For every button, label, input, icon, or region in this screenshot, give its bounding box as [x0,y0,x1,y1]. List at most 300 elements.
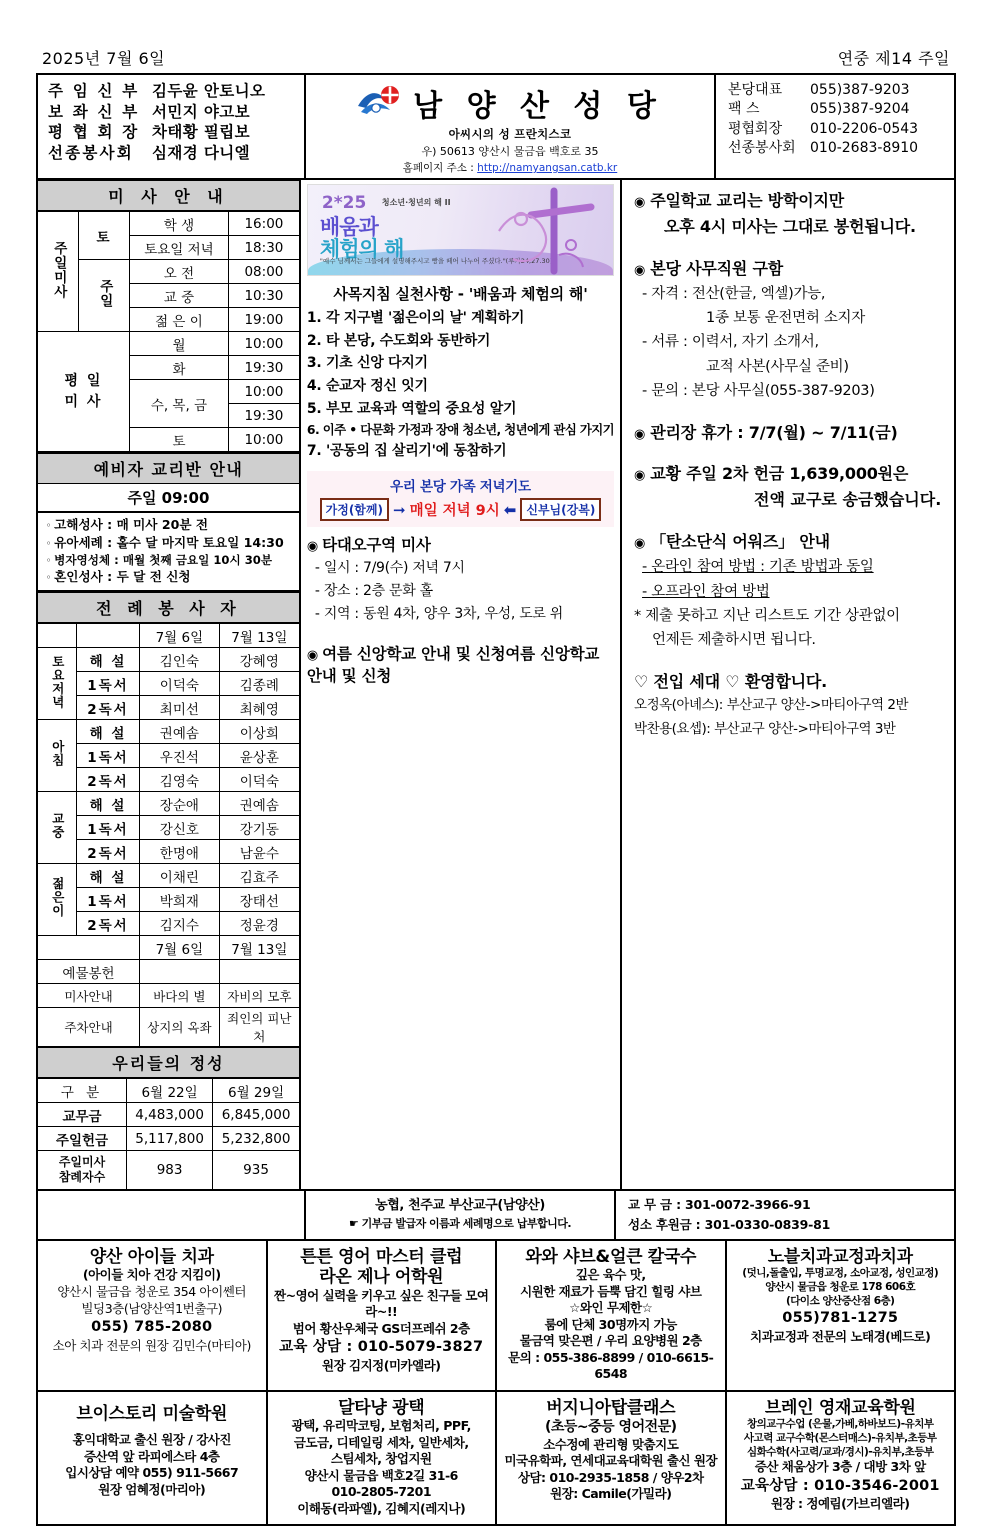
ad-line: ☆와인 무제한☆ [569,1300,653,1316]
mass-time: 19:30 [228,404,299,428]
ad-title: 양산 아이들 치과 [89,1247,214,1268]
server-name: 장태선 [219,888,299,912]
ad-line: 홍익대학교 출신 원장 / 강사진 [72,1432,231,1448]
servers-group: 토요저녁 [38,648,77,720]
bulletin-frame [36,73,956,1526]
contact-row [728,81,946,100]
staff-name: 심재경 다니엘 [152,143,251,162]
office-staff-item: 1종 보통 운전면허 소지자 [706,310,865,327]
staff-role: 선종봉사회 [48,143,134,162]
servers-group: 젊은이 [38,864,77,936]
offering-value: 983 [127,1151,213,1190]
contact-label: 팩 스 [728,101,760,118]
bank-account-numbers [616,1191,954,1239]
contact-row [728,100,946,119]
poster-line1: 배움과 [319,215,378,239]
ad-title: 튼튼 영어 마스터 클럽 [300,1247,463,1268]
homepage-label: 홈페이지 주소 : [402,162,478,174]
catechumen-title: 예비자 교리반 안내 [38,452,299,484]
table-row [38,212,299,236]
ad-line: 창의교구수업 (은물,가베,하바보드)-유치부 [746,1418,934,1431]
ad-card[interactable] [495,1392,725,1524]
table-row [38,912,299,936]
table-row [38,840,299,864]
contact-value: 055)387-9203 [810,82,910,98]
ad-line: 스팀세차, 창업지원 [330,1451,432,1467]
ad-line: 룸에 단체 30명까지 가능 [544,1316,677,1332]
servers-role: 2독서 [77,912,140,936]
right-column [622,180,954,1189]
ad-subtitle: (아이들 치아 건강 지킴이) [82,1267,221,1283]
ad-line: 시원한 재료가 듬뿍 담긴 힐링 샤브 [520,1283,702,1299]
sacrament-notes [38,513,299,592]
prayer-right-box: 신부님(강복) [520,498,601,521]
radio-bullet-icon: ◉ [634,536,646,552]
mass-schedule-title: 미 사 안 내 [38,180,299,211]
server-name: 김효주 [219,864,299,888]
ad-line: 사고력 교구수학(몬스터매스)-유치부,초등부 [743,1432,937,1444]
server-name: 최혜영 [219,696,299,720]
offering-value: 935 [213,1151,299,1190]
ad-line: 빌딩3층(남양산역1번출구) [81,1300,223,1316]
ad-phone: 교육상담 : 010-3546-2001 [740,1477,940,1494]
bank-account-vocation: 성소 후원금 : 301-0330-0839-81 [628,1217,831,1233]
catechumen-time: 주일 09:00 [38,484,299,513]
carbon-fast-heading: ◉ 「탄소단식 어워즈」 안내 [634,532,830,552]
mass-name: 학 생 [130,212,229,236]
server-name: 장순애 [140,792,220,816]
table-row [38,696,299,720]
ad-card[interactable] [38,1392,266,1524]
district-mass-block [307,533,614,626]
servers-group: 교중 [38,792,77,864]
caretaker-vacation-notice [634,420,944,446]
ad-subtitle: (초등~중등 영어전문) [544,1419,677,1436]
new-family-entry: 박찬용(요셉): 부산교구 양산->마티아구역 3반 [634,720,896,737]
sunday-school-notice [634,188,944,240]
servers-role: 미사안내 [38,984,140,1008]
carbon-fast-note: * 제출 못하고 지난 리스트도 기간 상관없이 [634,607,900,624]
server-name: 김영숙 [140,768,220,792]
staff-name: 서민지 야고보 [152,102,251,121]
staff-name: 차태황 필립보 [152,123,251,142]
contact-row [728,139,946,158]
church-patron: 아씨시의 성 프란치스코 [448,127,572,141]
office-staff-item: - 문의 : 본당 사무실(055-387-9203) [642,383,875,400]
new-families-heading: ♡ 전입 세대 ♡ 환영합니다. [634,671,827,691]
mass-time: 19:00 [228,308,299,332]
staff-row [48,102,296,123]
family-prayer-banner [307,471,614,527]
ad-footer: 치과교정과 전문의 노태경(베드로) [750,1328,931,1344]
ad-phone: 입시상담 예약 055) 911-5667 [65,1465,239,1481]
pope-collection-detail: 전액 교구로 송금했습니다. [754,490,942,510]
ad-title: 브이스토리 미술학원 [76,1403,228,1424]
mass-time: 10:30 [228,284,299,308]
mass-name: 오 전 [130,260,229,284]
offering-title: 우리들의 정성 [38,1047,299,1078]
server-name: 죄인의 피난처 [219,1008,299,1047]
mass-day-sun: 주일 [79,260,130,332]
server-name: 바다의 별 [140,984,220,1008]
staff-row [48,81,296,102]
poster-line2: 체험의 해 [319,237,404,261]
ad-title: 버지니아탑클래스 [546,1397,676,1418]
ad-title: 달타냥 광택 [338,1397,425,1418]
servers-role: 해 설 [77,648,140,672]
table-row [38,672,299,696]
server-name: 남윤수 [219,840,299,864]
server-name [140,960,220,984]
servers-role: 1독서 [77,888,140,912]
ad-card[interactable] [266,1392,496,1524]
prayer-left-box: 가정(함께) [320,498,389,521]
ad-line: 범어 황산우체국 GS더프레쉬 2층 [292,1320,470,1336]
office-staff-notice [634,256,944,404]
servers-role: 2독서 [77,840,140,864]
church-logo-icon [357,84,403,122]
table-row [38,1127,299,1151]
mass-name: 교 중 [130,284,229,308]
ad-phone: 055) 785-2080 [91,1319,213,1336]
offering-table [38,1078,299,1189]
table-row [38,624,299,648]
server-name: 강기동 [219,816,299,840]
server-name: 상지의 옥좌 [140,1008,220,1047]
servers-table [38,623,299,1047]
mass-name: 젊 은 이 [130,308,229,332]
mass-time: 10:00 [228,380,299,404]
bullet-icon: ◦ [46,538,52,548]
church-identity [306,75,716,178]
server-name: 우진석 [140,744,220,768]
mass-sunday-label: 주일미사 [38,212,79,332]
bank-info-row [38,1189,954,1239]
summer-school-heading: ◉ 여름 신앙학교 안내 및 신청여름 신앙학교 안내 및 신청 [306,644,600,685]
contact-row [728,120,946,139]
ad-card[interactable] [38,1241,266,1390]
staff-row [48,143,296,164]
mass-time: 10:00 [228,332,299,356]
server-name: 김지수 [140,912,220,936]
server-name: 권예솜 [140,720,220,744]
carbon-fast-notice [634,529,944,652]
body-columns [38,180,954,1189]
ad-row [38,1390,954,1524]
table-row [38,1151,299,1190]
table-row [38,816,299,840]
mass-time: 19:30 [228,356,299,380]
pope-collection-heading: ◉ 교황 주일 2차 헌금 1,639,000원은 [634,464,909,484]
bullet-icon: ◦ [46,520,52,530]
offering-value: 5,117,800 [127,1127,213,1151]
servers-role: 1독서 [77,672,140,696]
offering-header: 6월 29일 [213,1079,299,1103]
bank-account-holder [306,1191,616,1239]
table-row [38,936,299,960]
servers-role: 1독서 [77,816,140,840]
contact-label: 평협회장 [728,120,783,137]
ad-subtitle: 짠~영어 실력을 키우고 싶은 친구들 모여라~!! [274,1287,489,1320]
pope-collection-notice [634,461,944,513]
offering-header: 구 분 [38,1079,127,1103]
radio-bullet-icon: ◉ [306,647,319,663]
arrow-left-icon: ⬅ [503,500,517,519]
contact-list [716,75,954,178]
ad-line: 양산시 물금읍 청운로 178 606호 [765,1281,916,1294]
bullet-icon: ◦ [46,573,52,583]
offering-label: 교무금 [38,1103,127,1127]
mass-time: 08:00 [228,260,299,284]
bank-spacer [38,1191,306,1239]
ad-footer: 원장: Camile(가밀라) [550,1486,672,1502]
server-name: 김종례 [219,672,299,696]
servers-role: 예물봉헌 [38,960,140,984]
church-homepage [310,160,710,175]
ad-line: 소수정예 관리형 맞춤지도 [543,1436,679,1452]
ad-line: 양산시 물금읍 청운로 354 아이쎈터 [57,1283,247,1299]
liturgical-day: 연중 제14 주일 [837,49,950,68]
district-mass-heading: ◉ 타대오구역 미사 [306,536,431,555]
server-name: 한명애 [140,840,220,864]
servers-title: 전 례 봉 사 자 [38,592,299,623]
contact-value: 010-2683-8910 [810,139,919,156]
offering-label: 주일미사 참례자수 [38,1151,127,1190]
offering-value: 5,232,800 [213,1127,299,1151]
server-name: 이채린 [140,864,220,888]
mass-day-sat: 토 [79,212,130,260]
server-name: 정윤경 [219,912,299,936]
ad-subtitle: 깊은 육수 맛, [575,1267,646,1283]
servers-group: 아침 [38,720,77,792]
office-staff-heading: ◉ 본당 사무직원 구함 [634,258,783,278]
office-staff-item: 교적 사본(사무실 준비) [706,358,849,375]
server-name: 김인숙 [140,648,220,672]
sacrament-note: ◦ 고해성사 : 매 미사 20분 전 [46,517,209,532]
table-row [38,888,299,912]
ad-card[interactable] [266,1241,496,1390]
server-name: 최미선 [140,696,220,720]
table-row [38,648,299,672]
ad-line: 물금역 맞은편 / 우리 요양병원 2층 [519,1333,702,1349]
ad-title: 브레인 영재교육학원 [764,1397,916,1418]
servers-role: 2독서 [77,696,140,720]
servers-col1: 7월 6일 [140,936,220,960]
poster-quote: "예수 님께서는 그들에게 설명해주시고 빵을 떼어 나누어 주셨다."(루카24,27.30) [319,257,553,265]
server-name: 강혜영 [219,648,299,672]
table-row [38,1079,299,1103]
ad-line: 미국유학파, 연세대교육대학원 출신 원장 [504,1453,718,1469]
server-name: 자비의 모후 [219,984,299,1008]
table-row [38,332,299,356]
ad-footer: 원장 김지정(미카엘라) [322,1357,441,1373]
poster-year: 2*25 [321,193,367,213]
poster-figure-icon [459,185,609,276]
contact-label: 선종봉사회 [728,139,796,156]
bullet-icon: ◦ [46,555,52,565]
ad-title: 와와 샤브&얼큰 칼국수 [525,1247,697,1268]
sacrament-note: ◦ 유아세례 : 홀수 달 마지막 토요일 14:30 [46,534,284,550]
ad-line: 금도금, 디테일링 세차, 일반세차, [293,1434,469,1450]
servers-role: 해 설 [77,792,140,816]
table-row [38,1008,299,1047]
ad-phone: 010-2805-7201 [331,1484,432,1500]
server-name: 이덕숙 [140,672,220,696]
district-mass-item: - 일시 : 7/9(수) 저녁 7시 [314,560,465,577]
carbon-fast-note: 언제든 제출하시면 됩니다. [652,632,816,649]
guideline-item: 3. 기초 신앙 다지기 [306,355,428,372]
mass-schedule-table [38,211,299,452]
ad-footer: 원장 : 정예림(가브리엘라) [771,1496,910,1512]
contact-value: 055)387-9204 [810,101,910,118]
ad-title: 노블치과교정과치과 [767,1247,913,1268]
contact-value: 010-2206-0543 [810,120,919,137]
office-staff-item: - 서류 : 이력서, 자기 소개서, [642,334,819,351]
server-name [219,960,299,984]
ad-phone: 055)781-1275 [782,1310,899,1327]
mass-time: 16:00 [228,212,299,236]
offering-value: 4,483,000 [127,1103,213,1127]
new-family-entry: 오정옥(아녜스): 부산교구 양산->마티아구역 2반 [634,697,908,714]
ad-row [38,1241,954,1390]
ad-card[interactable] [725,1392,955,1524]
server-name: 이상희 [219,720,299,744]
masthead [38,75,954,180]
ad-footer: 소아 치과 전문의 원장 김민수(마티아) [52,1337,251,1353]
carbon-fast-offline: - 오프라인 참여 방법 [642,583,770,600]
homepage-link[interactable]: http://namyangsan.catb.kr [477,162,618,174]
staff-name: 김두윤 안토니오 [152,82,266,100]
guideline-item: 4. 순교자 정신 잇기 [306,378,428,395]
table-row [38,792,299,816]
ad-line: 심화수학(사고력/교과/경시)-유치부,초등부 [746,1445,934,1458]
ad-card[interactable] [495,1241,725,1390]
ad-footer: 원장 엄혜정(마리아) [98,1481,206,1497]
issue-date: 2025년 7월 6일 [42,49,166,68]
poster-subtitle: 청소년·청년의 해 II [381,198,451,207]
servers-role: 주차안내 [38,1008,140,1047]
bank-note: ☛ 기부금 발급자 이름과 세례명으로 납부합니다. [348,1217,572,1231]
ad-line: (다이소 양산증산점 6층) [785,1294,895,1307]
guideline-item: 7. '공동의 집 살리기'에 동참하기 [306,443,507,460]
staff-role: 평 협 회 장 [48,123,140,142]
server-name: 윤상훈 [219,744,299,768]
guideline-item: 2. 타 본당, 수도회와 동반하기 [306,332,491,349]
left-column [38,180,301,1189]
ad-line: 양산시 물금읍 백호2길 31-6 [304,1467,458,1483]
table-row [38,720,299,744]
mass-time: 18:30 [228,236,299,260]
sacrament-note: ◦ 병자영성체 : 매월 첫째 금요일 10시 30분 [46,552,273,567]
sacrament-note: ◦ 혼인성사 : 두 달 전 신청 [46,569,191,585]
new-families-notice [634,669,944,742]
table-row [38,984,299,1008]
contact-label: 본당대표 [728,82,783,98]
church-address: 우) 50613 양산시 물금읍 백호로 35 [421,145,599,158]
ad-footer: 이해동(라파엘), 김혜지(레지나) [297,1500,466,1516]
guideline-item: 6. 이주 • 다문화 가정과 장애 청소년, 청년에게 관심 가지기 [306,422,615,438]
arrow-right-icon: ➞ [392,500,406,519]
radio-bullet-icon: ◉ [634,468,646,484]
servers-col2: 7월 13일 [219,624,299,648]
table-row [38,768,299,792]
summer-school-block [307,642,614,686]
top-date-line [36,46,956,73]
church-name: 남 양 산 성 당 [413,89,663,124]
caretaker-vacation-heading: ◉ 관리장 휴가 : 7/7(월) ~ 7/11(금) [634,422,898,442]
radio-bullet-icon: ◉ [634,195,646,210]
server-name: 권예솜 [219,792,299,816]
mass-name: 화 [130,356,229,380]
prayer-time: 매일 저녁 9시 [409,503,500,520]
ad-line: 증산 채움상가 3층 / 대방 3차 앞 [754,1459,926,1475]
offering-value: 6,845,000 [213,1103,299,1127]
carbon-fast-online: - 온라인 참여 방법 : 기존 방법과 동일 [642,559,874,576]
guideline-item: 5. 부모 교육과 역할의 중요성 알기 [306,400,517,417]
bank-name: 농협, 천주교 부산교구(남양산) [375,1198,545,1214]
servers-col2: 7월 13일 [219,936,299,960]
offering-header: 6월 22일 [127,1079,213,1103]
summer-school-title: 여름 신앙학교 안내 및 신청 [322,644,506,663]
ad-subtitle: (덧니,돌출입, 투명교정, 소아교정, 성인교정) [742,1267,939,1280]
prayer-title: 우리 본당 가족 저녁기도 [390,479,531,496]
mass-time: 10:00 [228,428,299,452]
bank-account-dues: 교 무 금 : 301-0072-3966-91 [628,1197,811,1213]
mass-weekday-label: 평 일 미 사 [38,332,130,452]
ad-line: 증산역 앞 라피에스타 4층 [83,1448,220,1464]
servers-role: 2독서 [77,768,140,792]
ad-card[interactable] [725,1241,955,1390]
mass-name: 토요일 저녁 [130,236,229,260]
ad-phone: 교육 상담 : 010-5079-3827 [279,1339,484,1356]
table-row [38,1103,299,1127]
year-theme-poster [307,184,614,276]
office-staff-item: - 자격 : 전산(한글, 엑셀)가능, [642,285,826,302]
ad-title-second: 라온 제나 어학원 [319,1267,444,1288]
advertisements [38,1239,954,1524]
guidelines-list [307,307,614,463]
mass-name: 토 [130,428,229,452]
sunday-school-heading: ◉ 주일학교 교리는 방학이지만 [634,191,845,210]
guideline-item: 1. 각 지구별 '젊은이의 날' 계획하기 [306,310,525,326]
radio-bullet-icon: ◉ [634,426,646,442]
staff-list [38,75,306,178]
staff-role: 보 좌 신 부 [48,102,140,121]
sunday-school-detail: 오후 4시 미사는 그대로 봉헌됩니다. [664,216,916,236]
guidelines-title: 사목지침 실천사항 - '배움과 체험의 해' [333,285,588,303]
server-name: 이덕숙 [219,768,299,792]
server-name: 박희재 [140,888,220,912]
mass-name: 월 [130,332,229,356]
servers-col1: 7월 6일 [140,624,220,648]
middle-column [301,180,622,1189]
servers-role: 1독서 [77,744,140,768]
radio-bullet-icon: ◉ [306,539,319,555]
mass-name: 수, 목, 금 [130,380,229,428]
servers-role: 해 설 [77,720,140,744]
radio-bullet-icon: ◉ [634,262,646,278]
table-row [38,864,299,888]
table-row [38,744,299,768]
ad-phone: 상담: 010-2935-1858 / 양우2차 [517,1469,704,1485]
table-row [38,960,299,984]
ad-line: 광택, 유리막코팅, 보험처리, PPF, [291,1418,471,1434]
staff-role: 주 임 신 부 [48,82,140,100]
offering-label: 주일헌금 [38,1127,127,1151]
staff-row [48,122,296,143]
district-mass-item: - 장소 : 2층 문화 홀 [314,583,433,600]
server-name: 강신호 [140,816,220,840]
